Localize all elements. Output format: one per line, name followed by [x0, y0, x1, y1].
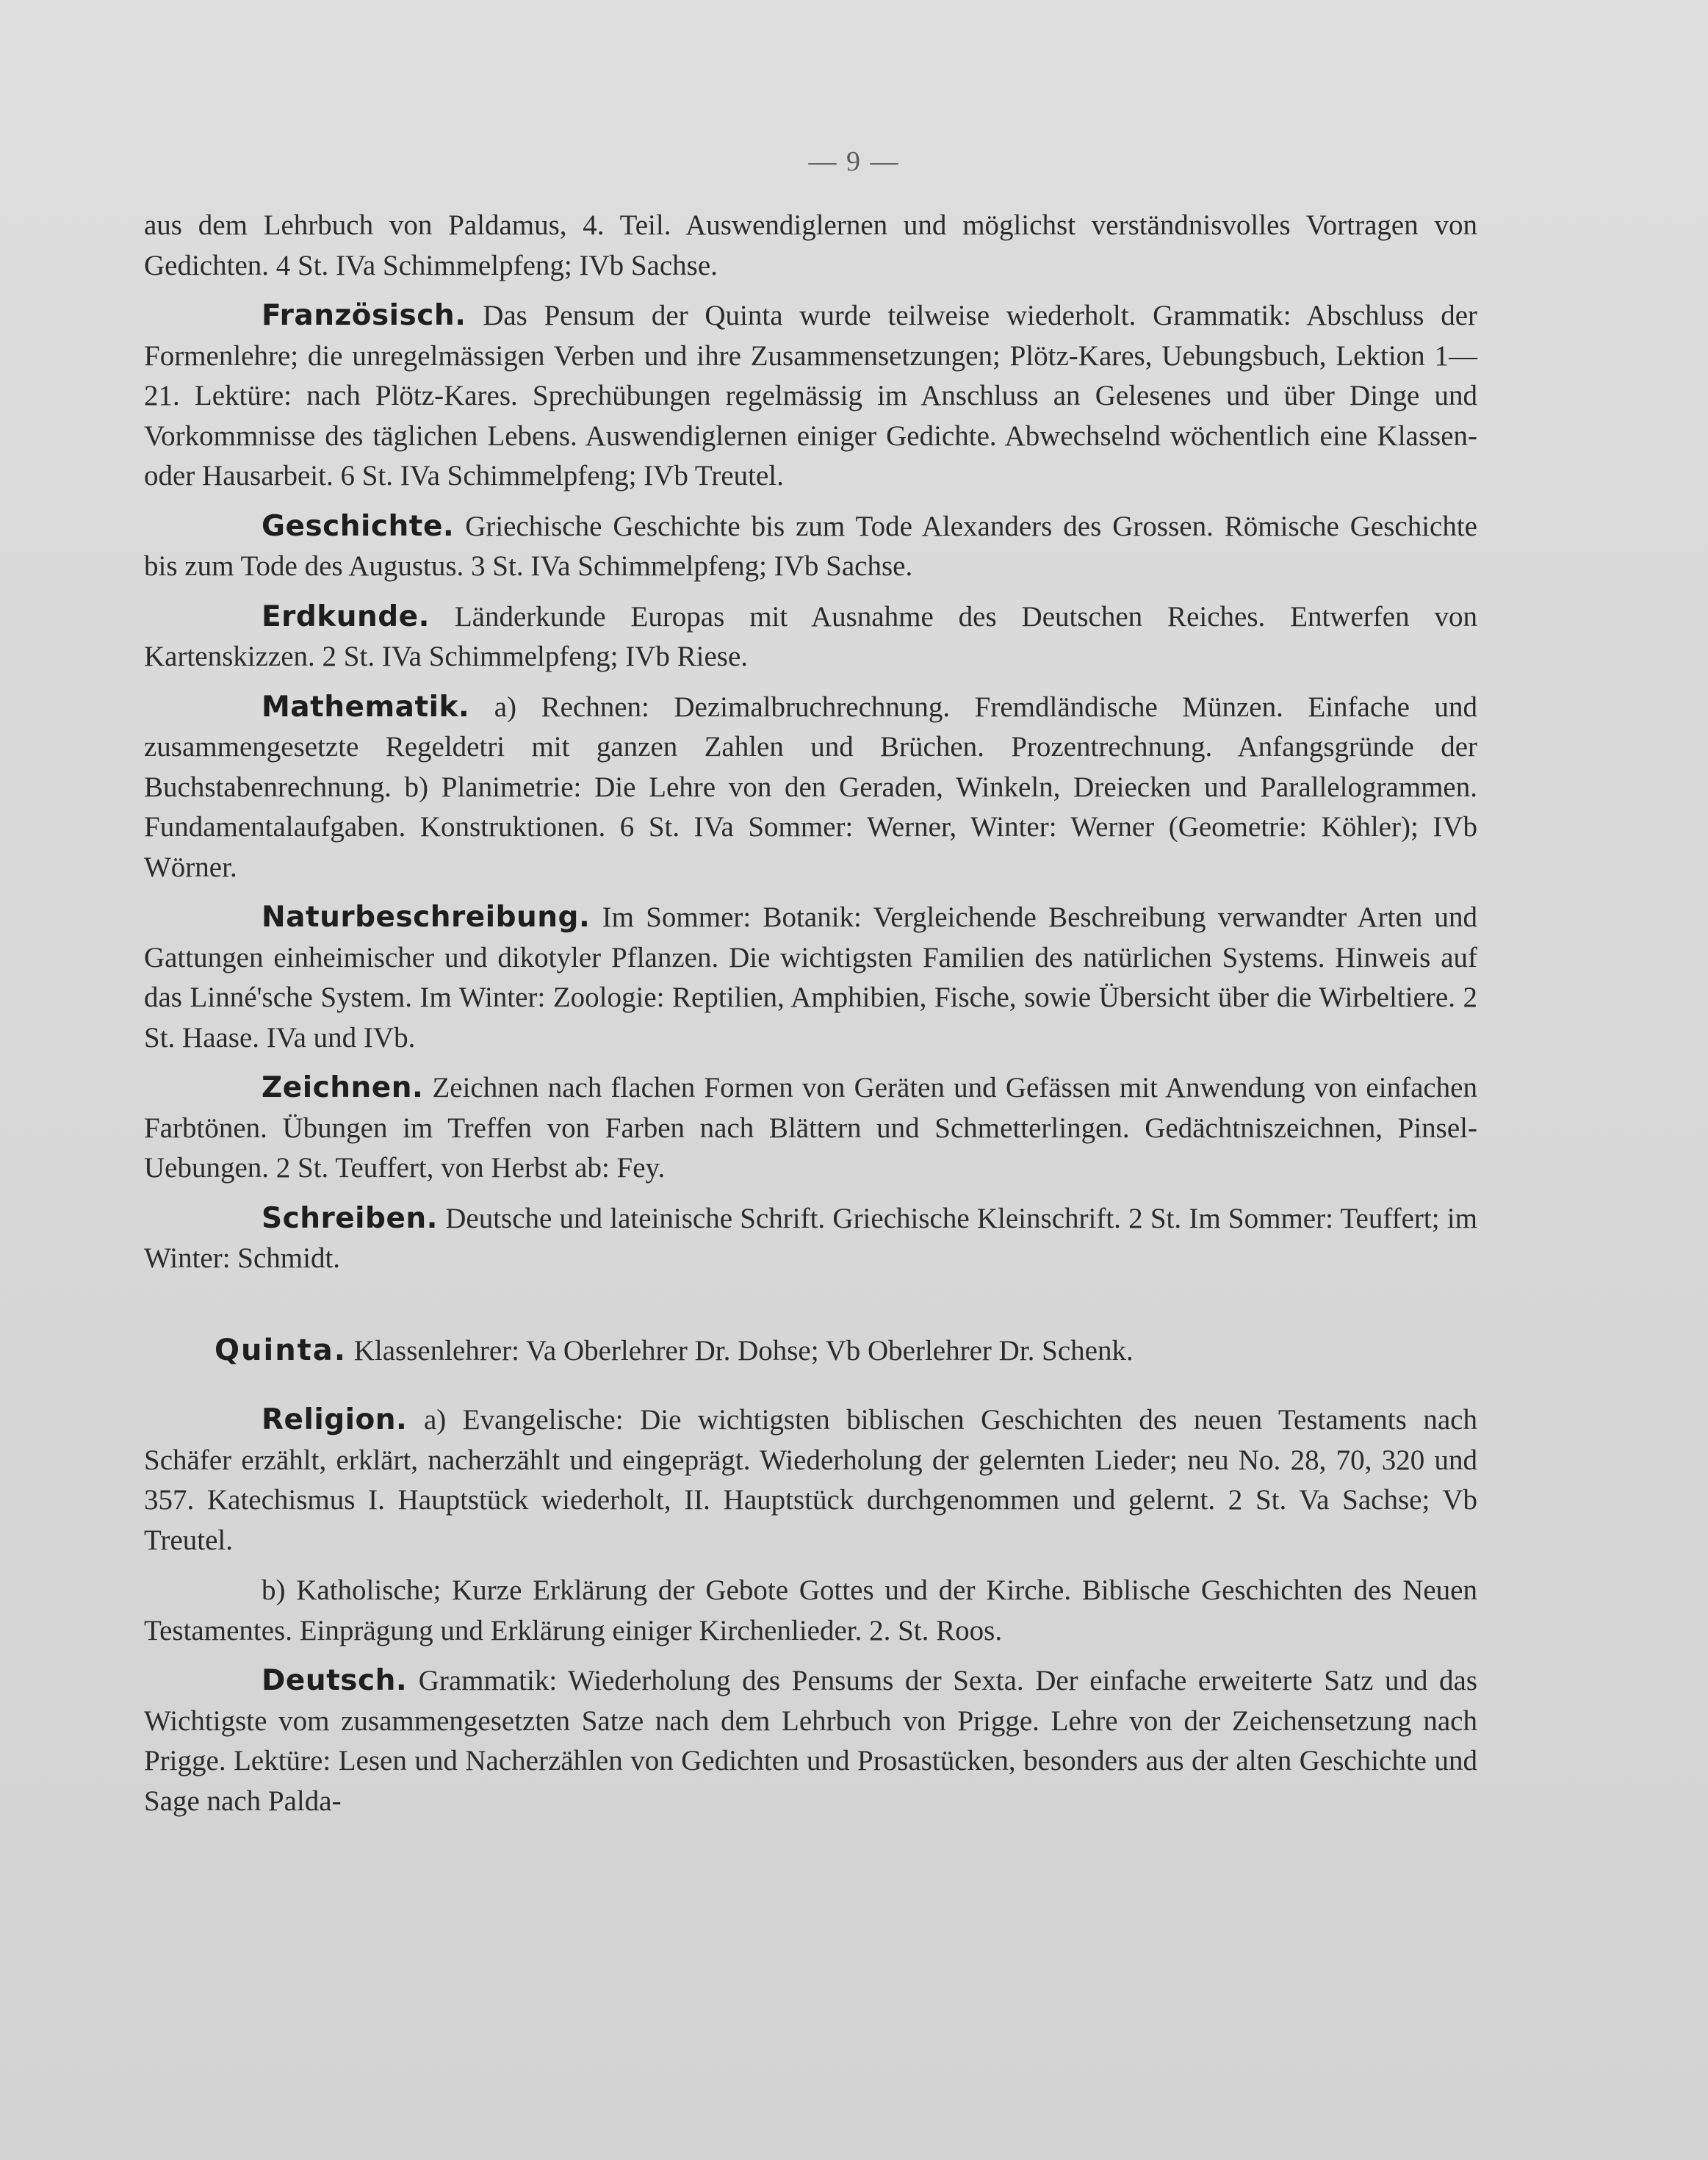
- section-text: Zeichnen nach flachen Formen von Geräten und Gefässen mit Anwendung von einfachen Farbtönen. Übungen im Treffen von Farben nach Blättern und Schmetterlingen. Gedächtniszeichnen, Pinsel-Uebungen. 2 St. Teuffert, von Herbst ab: Fey.: [144, 1072, 1477, 1184]
- section-text: Griechische Geschichte bis zum Tode Alexanders des Grossen. Römische Geschichte bis zum Tode des Augustus. 3 St. IVa Schimmelpfeng; IVb Sachse.: [144, 510, 1477, 582]
- class-heading: Quinta.: [215, 1333, 347, 1367]
- section-heading: Naturbeschreibung.: [262, 901, 591, 934]
- section-geschichte: [144, 507, 1477, 587]
- section-schreiben: [144, 1199, 1477, 1279]
- section-naturbeschreibung: [144, 898, 1477, 1058]
- section-heading: Schreiben.: [262, 1201, 438, 1235]
- intro-paragraph: aus dem Lehrbuch von Paldamus, 4. Teil. Auswendiglernen und möglichst verständnisvolles Vortragen von Gedichten. 4 St. IVa Schimmelpfeng; IVb Sachse.: [144, 209, 1477, 281]
- class-teachers: Klassenlehrer: Va Oberlehrer Dr. Dohse; Vb Oberlehrer Dr. Schenk.: [353, 1334, 1134, 1367]
- section-religion-katholisch: b) Katholische; Kurze Erklärung der Gebote Gottes und der Kirche. Biblische Geschichten des Neuen Testamentes. Einprägung und Erklärung einiger Kirchenlieder. 2. St. Roos.: [144, 1574, 1477, 1646]
- section-text: Im Sommer: Botanik: Vergleichende Beschreibung verwandter Arten und Gattungen einheimischer und dikotyler Pflanzen. Die wichtigsten Familien des natürlichen Systems. Hinweis auf das Linné'sche System. Im Winter: Zoologie: Reptilien, Amphibien, Fische, sowie Übersicht über die Wirbeltiere. 2 St. Haase. IVa und IVb.: [144, 901, 1478, 1054]
- section-mathematik: [144, 688, 1477, 888]
- section-text-evangelisch: a) Evangelische: Die wichtigsten biblischen Geschichten des neuen Testaments nach Schäfer erzählt, erklärt, nacherzählt und eingeprägt. Wiederholung der gelernten Lieder; neu No. 28, 70, 320 und 357. Katechismus I. Hauptstück wiederholt, II. Hauptstück durchgenommen und gelernt. 2 St. Va Sachse; Vb Treutel.: [144, 1404, 1477, 1556]
- section-heading: Geschichte.: [262, 509, 455, 543]
- section-text: a) Rechnen: Dezimalbruchrechnung. Fremdländische Münzen. Einfache und zusammengesetzte Regeldetri mit ganzen Zahlen und Brüchen. Prozentrechnung. Anfangsgründe der Buchstabenrechnung. b) Planimetrie: Die Lehre von den Geraden, Winkeln, Dreiecken und Parallelogrammen. Fundamentalaufgaben. Konstruktionen. 6 St. IVa Sommer: Werner, Winter: Werner (Geometrie: Köhler); IVb Wörner.: [144, 691, 1477, 883]
- document-body: [144, 206, 1477, 1832]
- section-erdkunde: [144, 597, 1477, 677]
- section-text: Deutsche und lateinische Schrift. Griechische Kleinschrift. 2 St. Im Sommer: Teuffert; im Winter: Schmidt.: [144, 1202, 1477, 1274]
- section-heading: Französisch.: [262, 299, 466, 332]
- section-text: Das Pensum der Quinta wurde teilweise wiederholt. Grammatik: Abschluss der Formenlehre; die unregelmässigen Verben und ihre Zusammensetzungen; Plötz-Kares, Uebungsbuch, Lektion 1—21. Lektüre: nach Plötz-Kares. Sprechübungen regelmässig im Anschluss an Gelesenes und über Dinge und Vorkommnisse des täglichen Lebens. Auswendiglernen einiger Gedichte. Abwechselnd wöchentlich eine Klassen- oder Hausarbeit. 6 St. IVa Schimmelpfeng; IVb Treutel.: [144, 300, 1478, 492]
- section-religion: [144, 1400, 1477, 1560]
- section-zeichnen: [144, 1068, 1477, 1189]
- section-heading: Erdkunde.: [262, 600, 430, 633]
- section-heading: Deutsch.: [262, 1664, 408, 1697]
- class-quinta: [144, 1331, 1477, 1372]
- page-number: — 9 —: [808, 146, 900, 177]
- section-heading: Mathematik.: [262, 690, 470, 724]
- section-heading: Zeichnen.: [262, 1071, 424, 1104]
- section-heading: Religion.: [262, 1403, 408, 1436]
- section-text: Grammatik: Wiederholung des Pensums der Sexta. Der einfache erweiterte Satz und das Wichtigste vom zusammengesetzten Satze nach dem Lehrbuch von Prigge. Lehre von der Zeichensetzung nach Prigge. Lektüre: Lesen und Nacherzählen von Gedichten und Prosastücken, besonders aus der alten Geschichte und Sage nach Palda-: [144, 1665, 1478, 1817]
- section-deutsch: [144, 1661, 1477, 1821]
- section-franzoesisch: [144, 296, 1477, 497]
- section-text: Länderkunde Europas mit Ausnahme des Deutschen Reiches. Entwerfen von Kartenskizzen. 2 St. IVa Schimmelpfeng; IVb Riese.: [144, 600, 1477, 672]
